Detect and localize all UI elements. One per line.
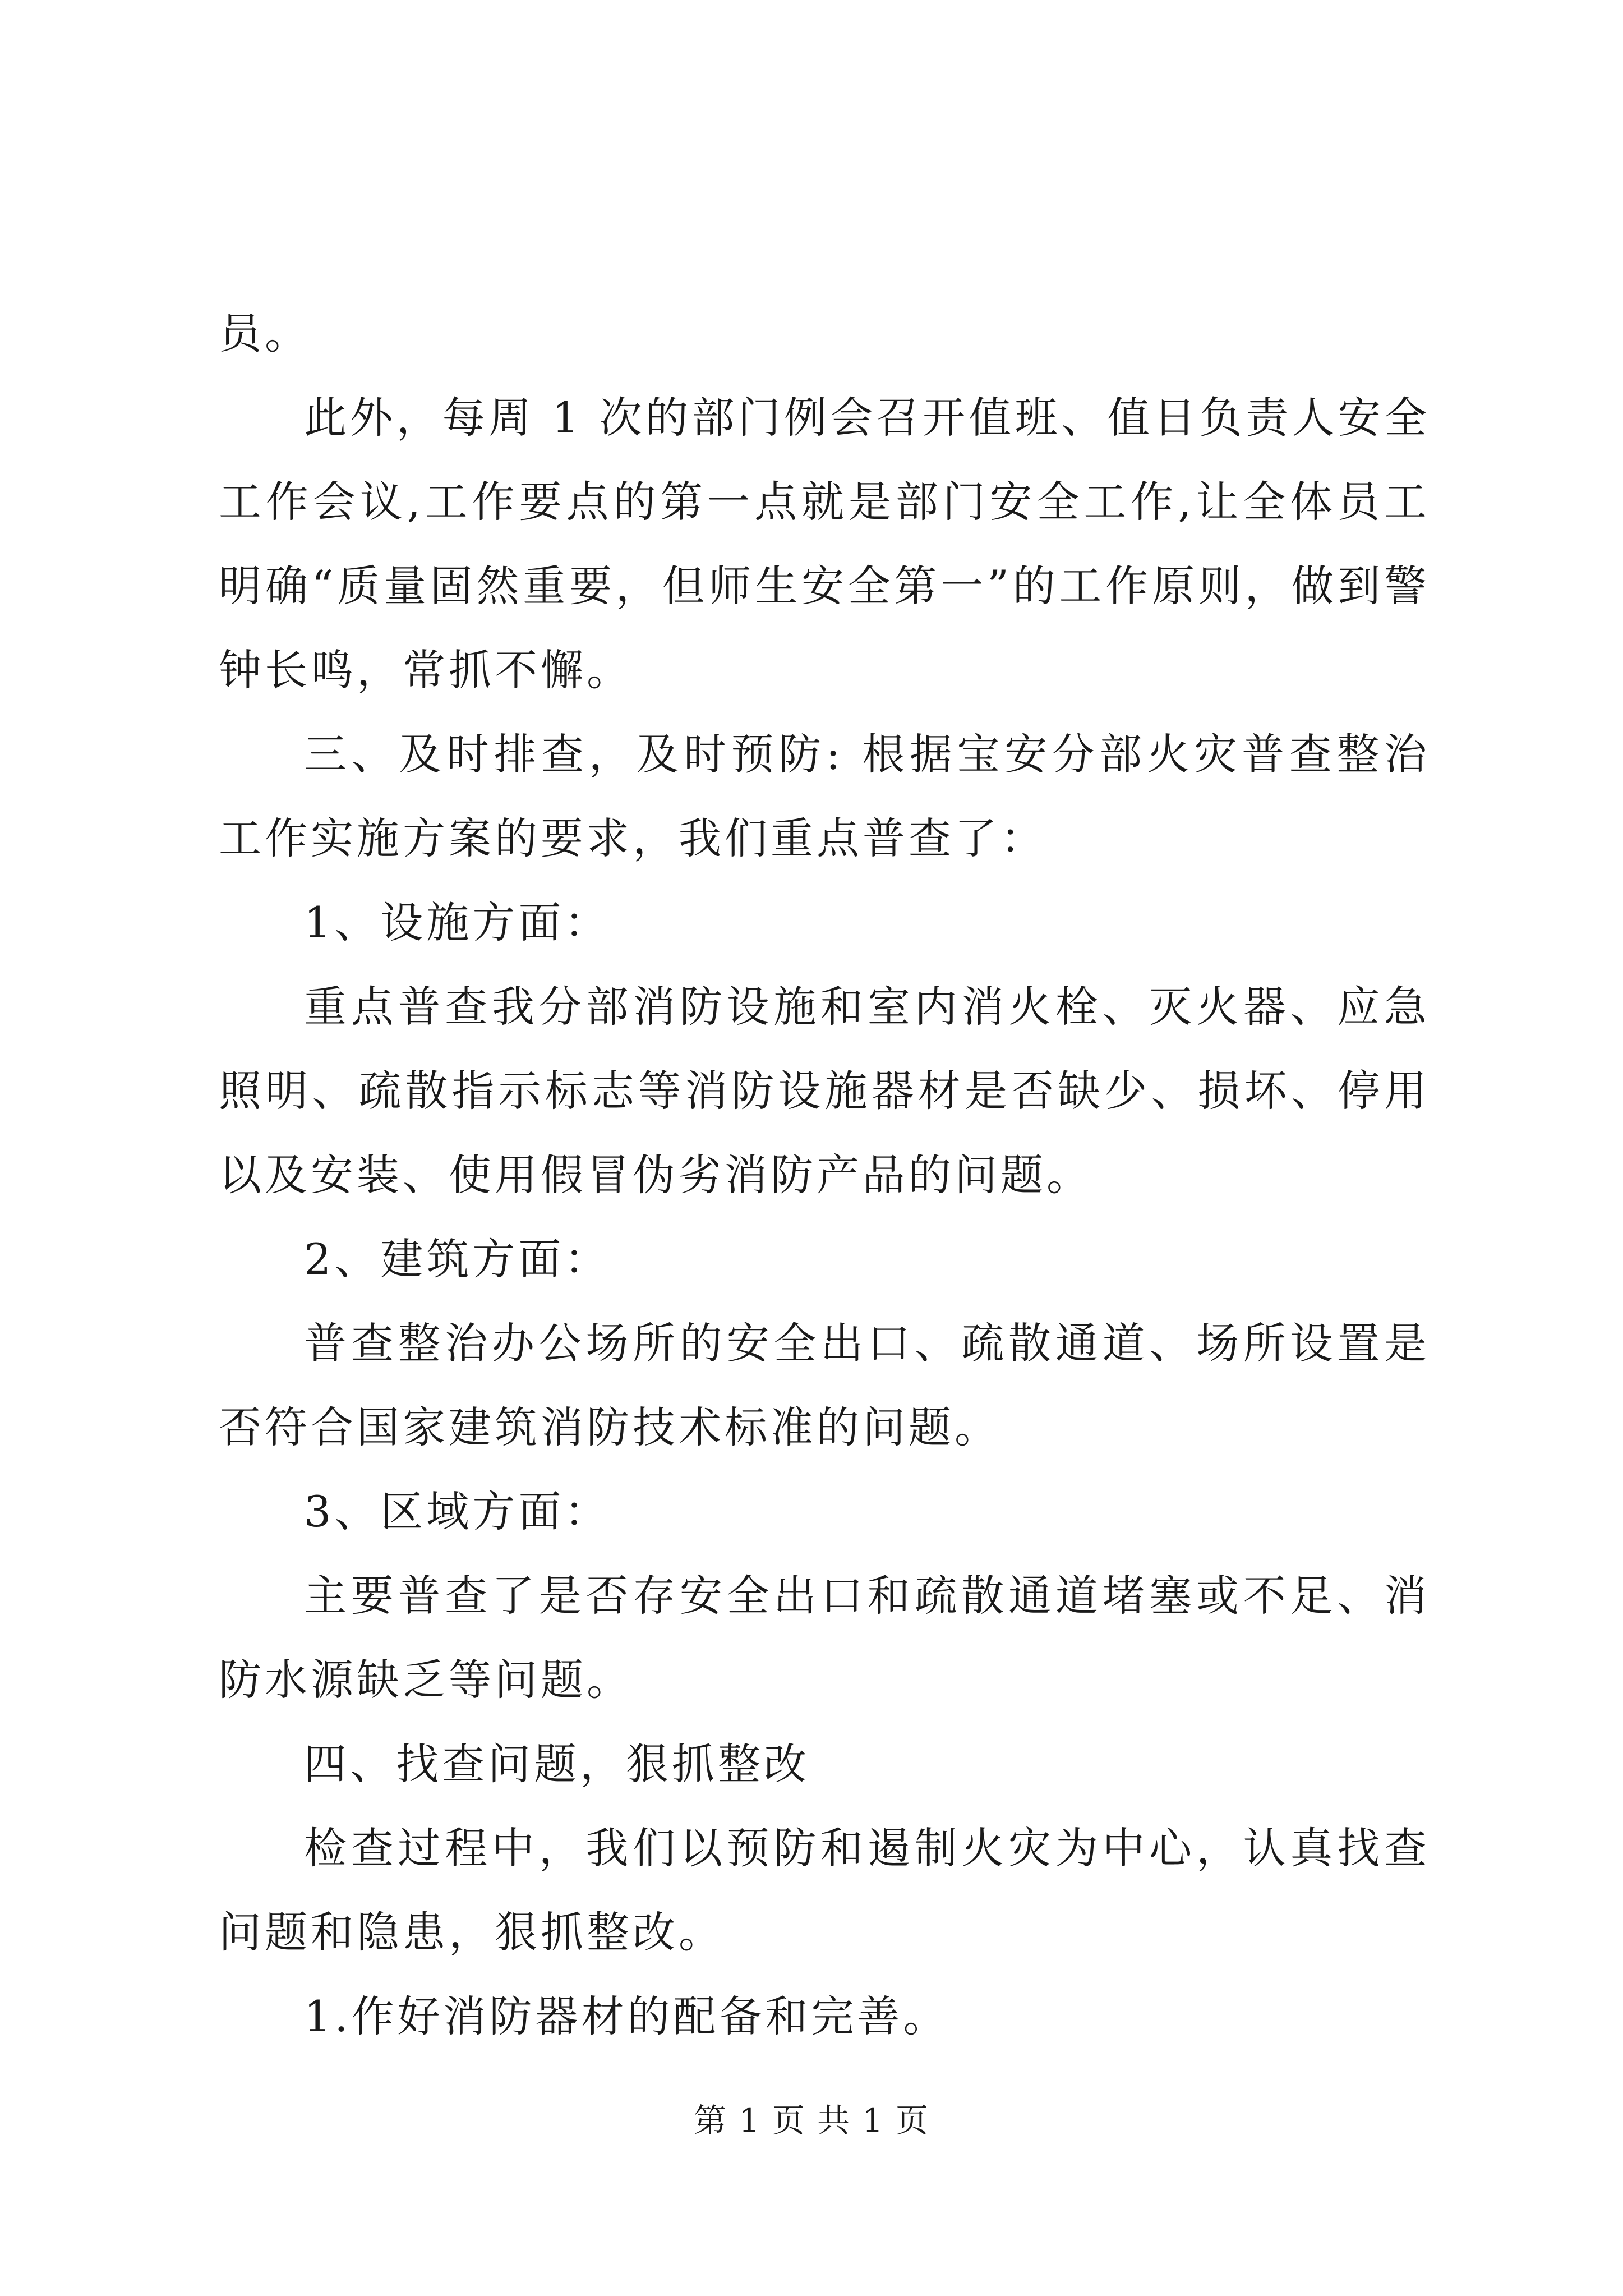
paragraph-facilities-body: 重点普查我分部消防设施和室内消火栓、灭火器、应急照明、疏散指示标志等消防设施器材是否缺少、损坏、停用以及安装、使用假冒伪劣消防产品的问题。 [219, 982, 1430, 1200]
paragraph-facilities-heading: 1、设施方面： [304, 898, 611, 947]
paragraph-equipment-item: 1.作好消防器材的配备和完善。 [304, 1991, 949, 2041]
paragraph-section-three-heading: 三、及时排查，及时预防: 根据宝安分部火灾普查整治工作实施方案的要求，我们重点普查了： [219, 729, 1430, 863]
document-body [219, 292, 1430, 2059]
paragraph-buildings-heading: 2、建筑方面： [304, 1234, 611, 1284]
paragraph-inspection-body: 检查过程中，我们以预防和遏制火灾为中心，认真找查问题和隐患，狠抓整改。 [219, 1823, 1430, 1957]
paragraph-areas-body: 主要普查了是否存安全出口和疏散通道堵塞或不足、消防水源缺乏等问题。 [219, 1571, 1430, 1705]
page-number-footer: 第 1 页 共 1 页 [694, 2101, 929, 2139]
paragraph-continuation: 员。 [219, 309, 311, 358]
paragraph-weekly-meeting: 此外，每周 1 次的部门例会召开值班、值日负责人安全工作会议,工作要点的第一点就是部门安全工作,让全体员工明确“质量固然重要，但师生安全第一”的工作原则，做到警钟长鸣，常抓不懈。 [219, 393, 1430, 695]
paragraph-section-four-heading: 四、找查问题，狠抓整改 [304, 1739, 810, 1789]
paragraph-buildings-body: 普查整治办公场所的安全出口、疏散通道、场所设置是否符合国家建筑消防技术标准的问题。 [219, 1318, 1430, 1452]
paragraph-areas-heading: 3、区域方面： [304, 1487, 611, 1536]
